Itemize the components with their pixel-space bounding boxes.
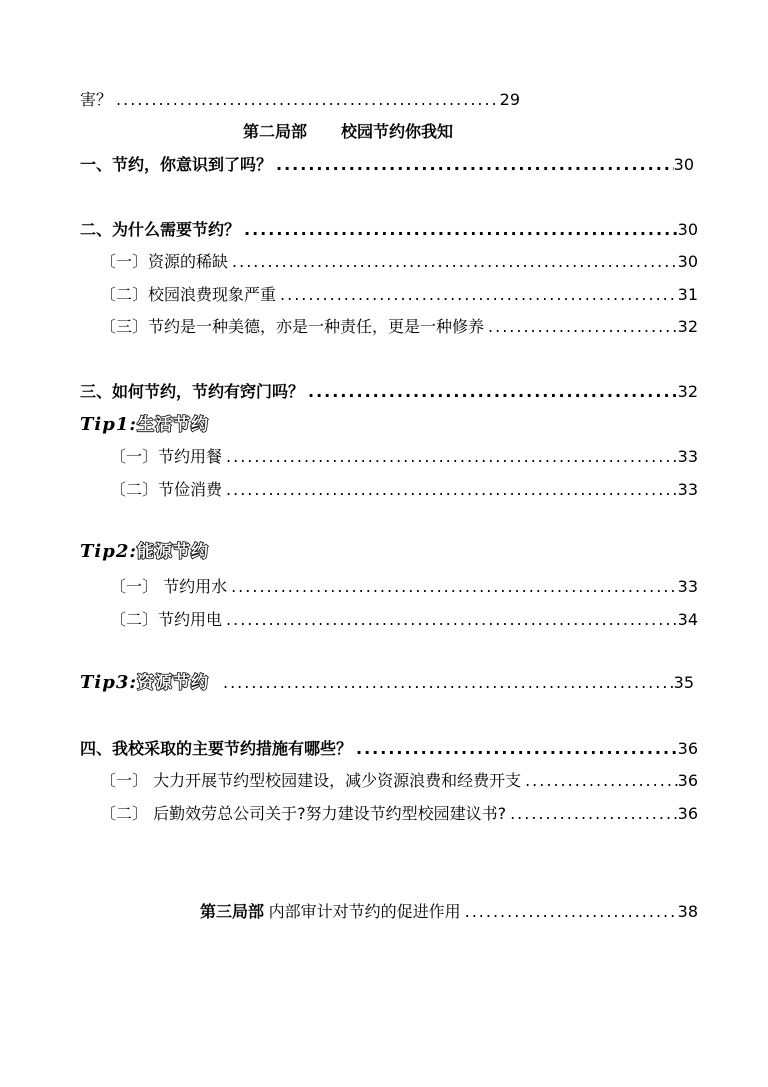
dot-leader <box>209 669 674 697</box>
toc-entry-sec2-item3[interactable] <box>100 315 698 339</box>
part2-heading <box>243 120 543 144</box>
dot-leader <box>304 380 678 404</box>
toc-entry-page: 33 <box>677 480 698 499</box>
toc-entry-page: 33 <box>677 447 698 466</box>
dot-leader <box>276 283 678 307</box>
toc-entry-label: 四、我校采取的主要节约措施有哪些？ <box>80 739 353 758</box>
dot-leader <box>240 218 678 242</box>
dot-leader <box>506 802 678 826</box>
dot-leader <box>521 769 678 793</box>
toc-entry-page: 30 <box>677 252 698 271</box>
toc-entry-page: 32 <box>677 317 698 336</box>
toc-entry-page: 30 <box>677 220 698 239</box>
toc-entry-continuation[interactable] <box>80 88 520 112</box>
tip1-title: 生活节约 <box>137 415 209 435</box>
toc-entry-label: 〔三〕节约是一种美德，亦是一种责任，更是一种修养 <box>100 317 485 336</box>
dot-leader <box>227 575 678 599</box>
toc-entry-page: 30 <box>673 155 694 174</box>
toc-entry-sec3[interactable] <box>80 380 698 404</box>
toc-entry-label: 〔一〕 节约用水 <box>110 577 228 596</box>
toc-entry-sec4-item1[interactable] <box>100 769 698 793</box>
toc-entry-label: 一、节约，你意识到了吗？ <box>80 155 273 174</box>
toc-entry-sec4-item2[interactable] <box>100 802 698 826</box>
toc-entry-label: 〔二〕节俭消费 <box>110 480 223 499</box>
dot-leader <box>352 737 678 761</box>
toc-entry-page: 36 <box>677 739 698 758</box>
toc-entry-label: 〔一〕节约用餐 <box>110 447 223 466</box>
dot-leader <box>272 153 674 177</box>
toc-entry-page: 35 <box>673 673 694 692</box>
toc-entry-page: 31 <box>677 285 698 304</box>
toc-entry-tip1-item2[interactable] <box>110 478 698 502</box>
part3-number: 第三局部 <box>200 902 265 921</box>
toc-entry-page: 33 <box>677 577 698 596</box>
toc-entry-sec2-item1[interactable] <box>100 250 698 274</box>
toc-entry-label: 〔一〕资源的稀缺 <box>100 252 229 271</box>
tip3-prefix: Tip3: <box>80 672 137 693</box>
dot-leader <box>461 900 678 924</box>
toc-entry-label: 二、为什么需要节约？ <box>80 220 241 239</box>
toc-entry-page: 32 <box>677 382 698 401</box>
part2-title: 校园节约你我知 <box>341 122 454 141</box>
tip2-heading <box>80 538 380 566</box>
tip3-title: 资源节约 <box>137 673 209 693</box>
dot-leader <box>222 608 678 632</box>
part3-title: 内部审计对节约的促进作用 <box>268 902 461 921</box>
toc-entry-sec1[interactable] <box>80 153 694 177</box>
toc-entry-label: 害？ <box>80 90 113 109</box>
toc-entry-label: 〔一〕 大力开展节约型校园建设，减少资源浪费和经费开支 <box>100 771 522 790</box>
tip2-prefix: Tip2: <box>80 541 137 562</box>
toc-entry-tip2-item1[interactable] <box>110 575 698 599</box>
toc-entry-label: 〔二〕 后勤效劳总公司关于?努力建设节约型校园建议书? <box>100 804 507 823</box>
toc-entry-tip2-item2[interactable] <box>110 608 698 632</box>
dot-leader <box>484 315 678 339</box>
toc-entry-page: 34 <box>677 610 698 629</box>
toc-entry-label: 三、如何节约，节约有窍门吗？ <box>80 382 305 401</box>
tip3-heading <box>80 669 209 697</box>
dot-leader <box>222 445 678 469</box>
toc-entry-label: 〔二〕节约用电 <box>110 610 223 629</box>
tip2-title: 能源节约 <box>137 542 209 562</box>
toc-entry-sec2[interactable] <box>80 218 698 242</box>
dot-leader <box>222 478 678 502</box>
toc-entry-page: 38 <box>677 902 698 921</box>
toc-entry-tip3[interactable] <box>80 669 694 697</box>
toc-entry-sec2-item2[interactable] <box>100 283 698 307</box>
toc-entry-sec4[interactable] <box>80 737 698 761</box>
toc-entry-page: 29 <box>499 90 520 109</box>
dot-leader <box>228 250 678 274</box>
toc-entry-page: 36 <box>677 804 698 823</box>
tip1-heading <box>80 411 380 439</box>
toc-entry-page: 36 <box>677 771 698 790</box>
dot-leader <box>112 88 500 112</box>
toc-entry-tip1-item1[interactable] <box>110 445 698 469</box>
toc-entry-part3[interactable] <box>200 900 698 924</box>
toc-entry-label: 〔二〕校园浪费现象严重 <box>100 285 277 304</box>
part2-number: 第二局部 <box>243 122 308 141</box>
tip1-prefix: Tip1: <box>80 414 137 435</box>
